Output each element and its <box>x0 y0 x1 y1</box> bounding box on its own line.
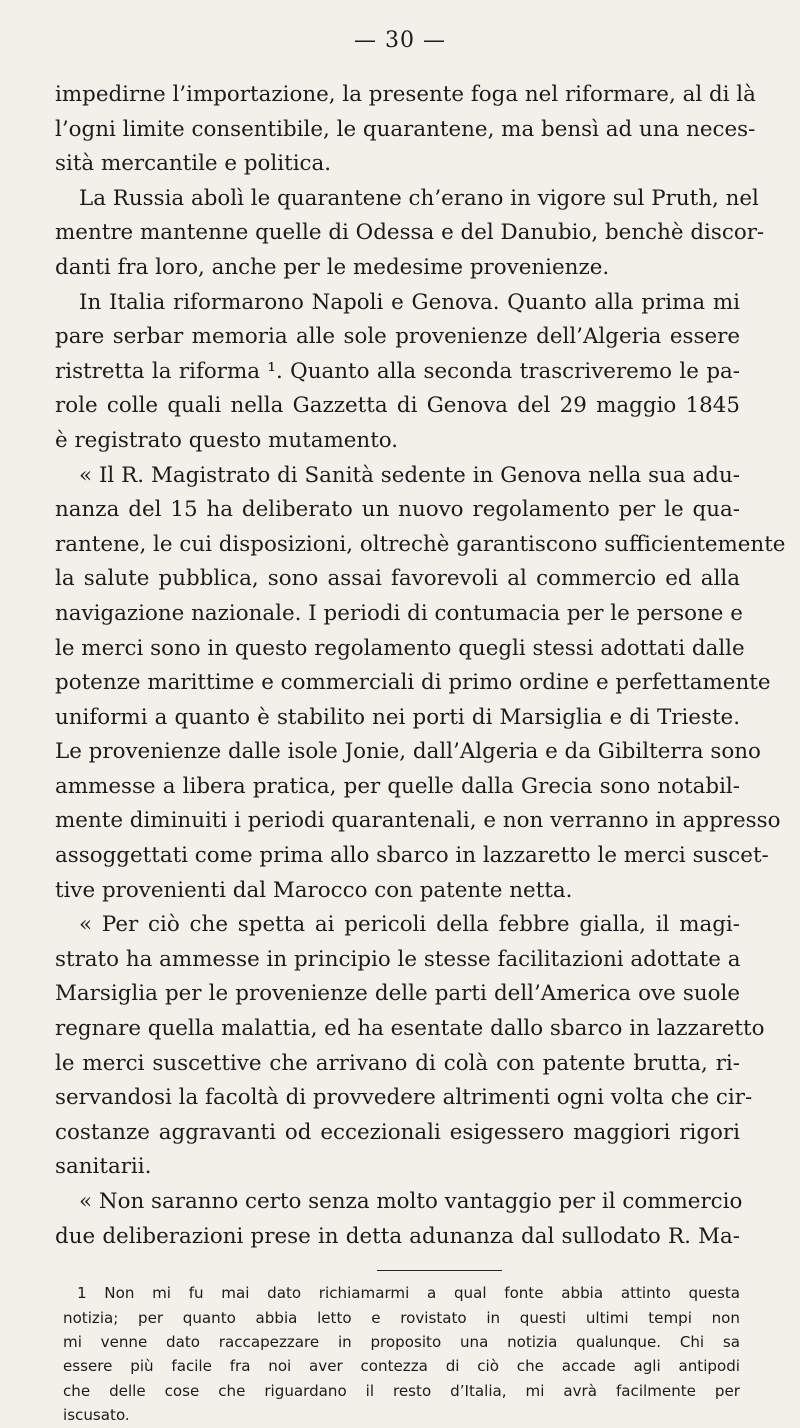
footnote-separator <box>377 1270 502 1271</box>
text-line: costanze aggravanti od eccezionali esigessero maggiori rigori <box>55 1119 740 1145</box>
text-line: rantene, le cui disposizioni, oltrechè garantiscono sufficientemente <box>55 531 786 557</box>
text-line: uniformi a quanto è stabilito nei porti di Marsiglia e di Trieste. <box>55 704 740 730</box>
text-line: Marsiglia per le provenienze delle parti dell’America ove suole <box>55 981 740 1007</box>
text-line: ristretta la riforma ¹. Quanto alla seconda trascriveremo le pa- <box>55 358 740 384</box>
text-line: danti fra loro, anche per le medesime provenienze. <box>55 254 610 280</box>
text-line: « Il R. Magistrato di Sanità sedente in Genova nella sua adu- <box>79 462 740 488</box>
text-line: l’ogni limite consentibile, le quarantene, ma bensì ad una neces- <box>55 116 756 142</box>
text-line: nanza del 15 ha deliberato un nuovo regolamento per le qua- <box>55 497 740 523</box>
text-line: sanitarii. <box>55 1154 152 1180</box>
text-line: servandosi la facoltà di provvedere altrimenti ogni volta che cir- <box>55 1085 753 1111</box>
text-line: strato ha ammesse in principio le stesse facilitazioni adottate a <box>55 946 741 972</box>
text-line: tive provenienti dal Marocco con patente netta. <box>55 877 573 903</box>
text-line: è registrato questo mutamento. <box>55 427 399 453</box>
text-line: In Italia riformarono Napoli e Genova. Quanto alla prima mi <box>79 289 740 315</box>
footnote-line: 1 Non mi fu mai dato richiamarmi a qual fonte abbia attinto questa <box>77 1284 740 1303</box>
text-line: pare serbar memoria alle sole provenienze dell’Algeria essere <box>55 324 740 350</box>
text-line: ammesse a libera pratica, per quelle dalla Grecia sono notabil- <box>55 773 740 799</box>
footnote-line: mi venne dato raccapezzare in proposito una notizia qualunque. Chi sa <box>63 1333 740 1351</box>
text-line: « Non saranno certo senza molto vantaggio per il commercio <box>79 1189 743 1214</box>
text-line: le merci sono in questo regolamento quegli stessi adottati dalle <box>55 635 745 661</box>
main-text <box>55 78 786 1254</box>
text-line: mentre mantenne quelle di Odessa e del Danubio, benchè discor- <box>55 220 765 246</box>
footnote-line: che delle cose che riguardano il resto d’Italia, mi avrà facilmente per <box>63 1381 740 1400</box>
text-line: regnare quella malattia, ed ha esentate dallo sbarco in lazzaretto <box>55 1016 765 1042</box>
text-line: impedirne l’importazione, la presente foga nel riformare, al di là <box>55 82 756 107</box>
text-line: potenze marittime e commerciali di primo ordine e perfettamente <box>55 670 771 696</box>
footnote-line: essere più facile fra noi aver contezza di ciò che accade agli antipodi <box>63 1357 740 1376</box>
text-line: navigazione nazionale. I periodi di contumacia per le persone e <box>55 600 743 626</box>
text-line: Le provenienze dalle isole Jonie, dall’Algeria e da Gibilterra sono <box>55 739 761 765</box>
text-line: mente diminuiti i periodi quarantenali, e non verranno in appresso <box>55 808 781 834</box>
footnotes <box>55 1281 740 1427</box>
text-line: assoggettati come prima allo sbarco in lazzaretto le merci suscet- <box>55 843 769 869</box>
footnote-line: notizia; per quanto abbia letto e rovistato in questi ultimi tempi non <box>63 1308 740 1327</box>
footnote-line: iscusato. <box>63 1406 130 1425</box>
text-line: due deliberazioni prese in detta adunanza dal sullodato R. Ma- <box>55 1223 740 1249</box>
page-number: — 30 — <box>354 28 446 53</box>
text-line: « Per ciò che spetta ai pericoli della febbre gialla, il magi- <box>79 912 740 938</box>
text-line: La Russia abolì le quarantene ch’erano in vigore sul Pruth, nel <box>79 185 759 211</box>
text-line: le merci suscettive che arrivano di colà con patente brutta, ri- <box>55 1050 740 1076</box>
text-line: role colle quali nella Gazzetta di Genova del 29 maggio 1845 <box>55 393 740 419</box>
text-line: sità mercantile e politica. <box>55 151 332 177</box>
text-line: la salute pubblica, sono assai favorevoli al commercio ed alla <box>55 566 740 592</box>
